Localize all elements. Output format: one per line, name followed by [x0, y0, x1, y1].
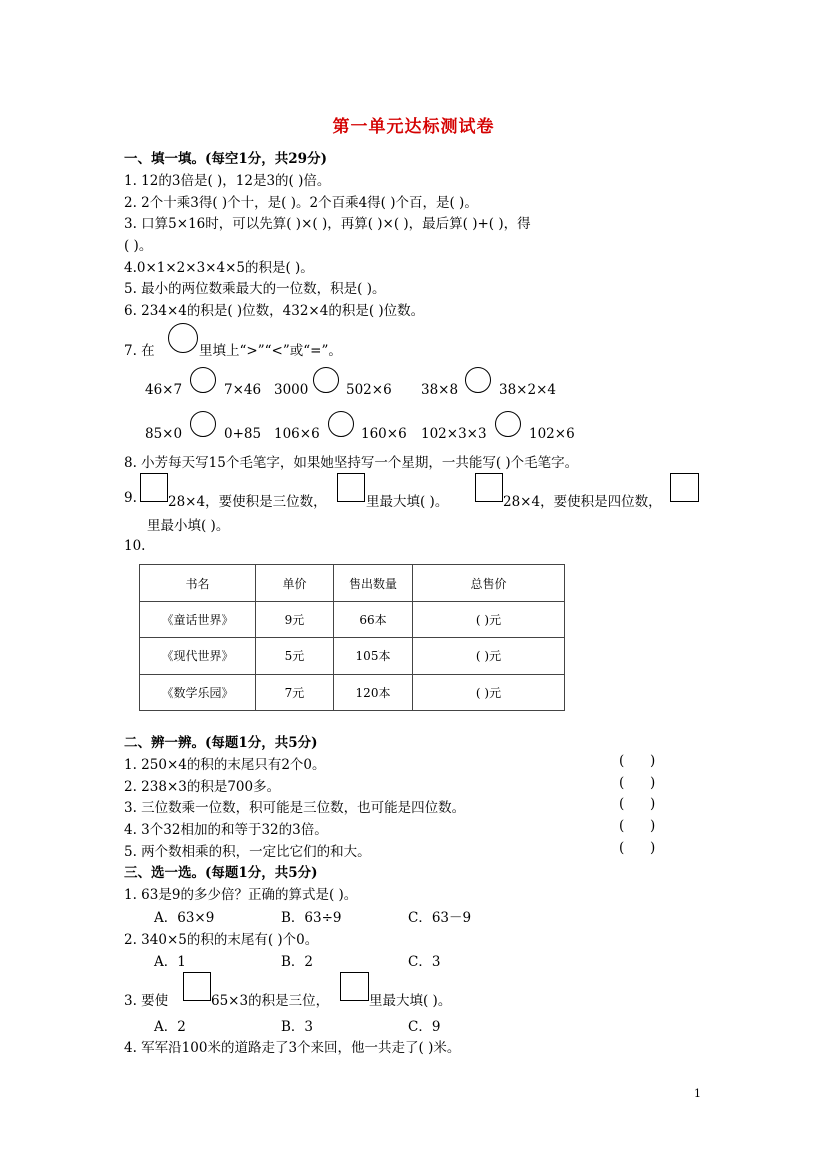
option-b[interactable]: B．2	[281, 954, 314, 970]
compare-expr: 106×6	[274, 426, 320, 442]
digit-box[interactable]	[340, 972, 369, 1001]
choice-question-1: 1. 63是9的多少倍？正确的算式是( )。	[124, 887, 358, 903]
table-row	[140, 674, 565, 710]
choice-question-3-suffix: 里最大填( )。	[369, 993, 452, 1009]
option-b[interactable]: B．63÷9	[281, 910, 342, 926]
table-cell: 7元	[256, 674, 334, 710]
compare-circle-blank[interactable]	[465, 367, 491, 393]
judge-answer-paren[interactable]: ( )	[619, 775, 656, 791]
digit-box[interactable]	[140, 473, 168, 502]
compare-circle-blank[interactable]	[190, 411, 216, 437]
option-c[interactable]: C．9	[408, 1019, 441, 1035]
judge-answer-paren[interactable]: ( )	[619, 796, 656, 812]
option-a[interactable]: A．2	[154, 1019, 186, 1035]
judge-answer-paren[interactable]: ( )	[619, 818, 656, 834]
compare-expr: 85×0	[145, 426, 183, 442]
compare-expr: 0+85	[224, 426, 262, 442]
table-row	[140, 638, 565, 674]
option-c[interactable]: C．63－9	[408, 910, 472, 926]
question-1-9-text: 里最大填( )。	[366, 494, 449, 510]
table-cell: 《童话世界》	[140, 602, 256, 638]
question-1-9-number: 9.	[124, 490, 137, 506]
section3-heading: 三、选一选。(每题1分，共5分)	[124, 865, 318, 881]
table-cell: 5元	[256, 638, 334, 674]
option-c[interactable]: C．3	[408, 954, 441, 970]
table-header: 单价	[256, 565, 334, 602]
compare-expr: 502×6	[346, 382, 392, 398]
judge-item: 5. 两个数相乘的积，一定比它们的和大。	[124, 844, 371, 860]
circle-icon	[168, 323, 198, 353]
choice-question-2: 2. 340×5的积的末尾有( )个0。	[124, 932, 319, 948]
table-cell: 66本	[334, 602, 413, 638]
compare-circle-blank[interactable]	[328, 411, 354, 437]
table-header: 总售价	[413, 565, 565, 602]
question-1-7-prefix: 7. 在	[124, 343, 155, 359]
judge-answer-paren[interactable]: ( )	[619, 753, 656, 769]
digit-box[interactable]	[475, 473, 503, 502]
question-1-10: 10.	[124, 538, 146, 554]
digit-box[interactable]	[670, 473, 699, 502]
choice-question-3-text: 65×3的积是三位，	[211, 993, 330, 1009]
question-1-3-cont: ( )。	[124, 238, 153, 254]
question-1-2: 2. 2个十乘3得( )个十，是( )。2个百乘4得( )个百，是( )。	[124, 195, 478, 211]
table-cell: 《现代世界》	[140, 638, 256, 674]
question-1-3: 3. 口算5×16时，可以先算( )×( )，再算( )×( )，最后算( )+( )，得	[124, 216, 531, 232]
compare-expr: 102×3×3	[421, 426, 487, 442]
question-1-8: 8. 小芳每天写15个毛笔字，如果她坚持写一个星期，一共能写( )个毛笔字。	[124, 455, 579, 471]
compare-expr: 38×2×4	[499, 382, 556, 398]
table-header: 售出数量	[334, 565, 413, 602]
judge-item: 3. 三位数乘一位数，积可能是三位数，也可能是四位数。	[124, 800, 466, 816]
question-1-9-text: 28×4，要使积是三位数，	[168, 494, 327, 510]
question-1-4: 4.0×1×2×3×4×5的积是( )。	[124, 260, 314, 276]
digit-box[interactable]	[183, 972, 211, 1001]
option-a[interactable]: A．63×9	[154, 910, 215, 926]
table-cell-answer[interactable]: ( )元	[413, 638, 565, 674]
question-1-6: 6. 234×4的积是( )位数，432×4的积是( )位数。	[124, 303, 425, 319]
judge-item: 1. 250×4的积的末尾只有2个0。	[124, 757, 326, 773]
table-cell: 120本	[334, 674, 413, 710]
compare-circle-blank[interactable]	[313, 367, 339, 393]
compare-expr: 7×46	[224, 382, 262, 398]
question-1-5: 5. 最小的两位数乘最大的一位数，积是( )。	[124, 281, 386, 297]
table-row	[140, 602, 565, 638]
option-b[interactable]: B．3	[281, 1019, 314, 1035]
section1-heading: 一、填一填。(每空1分，共29分)	[124, 151, 327, 167]
choice-question-4: 4. 军军沿100米的道路走了3个来回，他一共走了( )米。	[124, 1040, 461, 1056]
table-cell-answer[interactable]: ( )元	[413, 602, 565, 638]
section2-heading: 二、辨一辨。(每题1分，共5分)	[124, 735, 318, 751]
table-cell: 9元	[256, 602, 334, 638]
book-sales-table	[139, 564, 565, 711]
table-cell-answer[interactable]: ( )元	[413, 674, 565, 710]
table-cell: 《数学乐园》	[140, 674, 256, 710]
question-1-1: 1. 12的3倍是( )，12是3的( )倍。	[124, 173, 331, 189]
digit-box[interactable]	[337, 473, 365, 502]
compare-expr: 38×8	[421, 382, 459, 398]
judge-item: 4. 3个32相加的和等于32的3倍。	[124, 822, 328, 838]
question-1-7-suffix: 里填上“>”“<”或“=”。	[199, 343, 342, 359]
compare-expr: 102×6	[529, 426, 575, 442]
compare-expr: 46×7	[145, 382, 183, 398]
compare-expr: 160×6	[361, 426, 407, 442]
table-header: 书名	[140, 565, 256, 602]
question-1-9-text: 28×4，要使积是四位数，	[503, 494, 662, 510]
table-cell: 105本	[334, 638, 413, 674]
compare-circle-blank[interactable]	[495, 411, 521, 437]
page-title: 第一单元达标测试卷	[332, 117, 495, 137]
option-a[interactable]: A．1	[154, 954, 186, 970]
judge-answer-paren[interactable]: ( )	[619, 840, 656, 856]
question-1-9-text-cont: 里最小填( )。	[147, 518, 230, 534]
page-number: 1	[694, 1087, 701, 1100]
choice-question-3-prefix: 3. 要使	[124, 993, 169, 1009]
judge-item: 2. 238×3的积是700多。	[124, 779, 281, 795]
compare-circle-blank[interactable]	[190, 367, 216, 393]
compare-expr: 3000	[274, 382, 309, 398]
